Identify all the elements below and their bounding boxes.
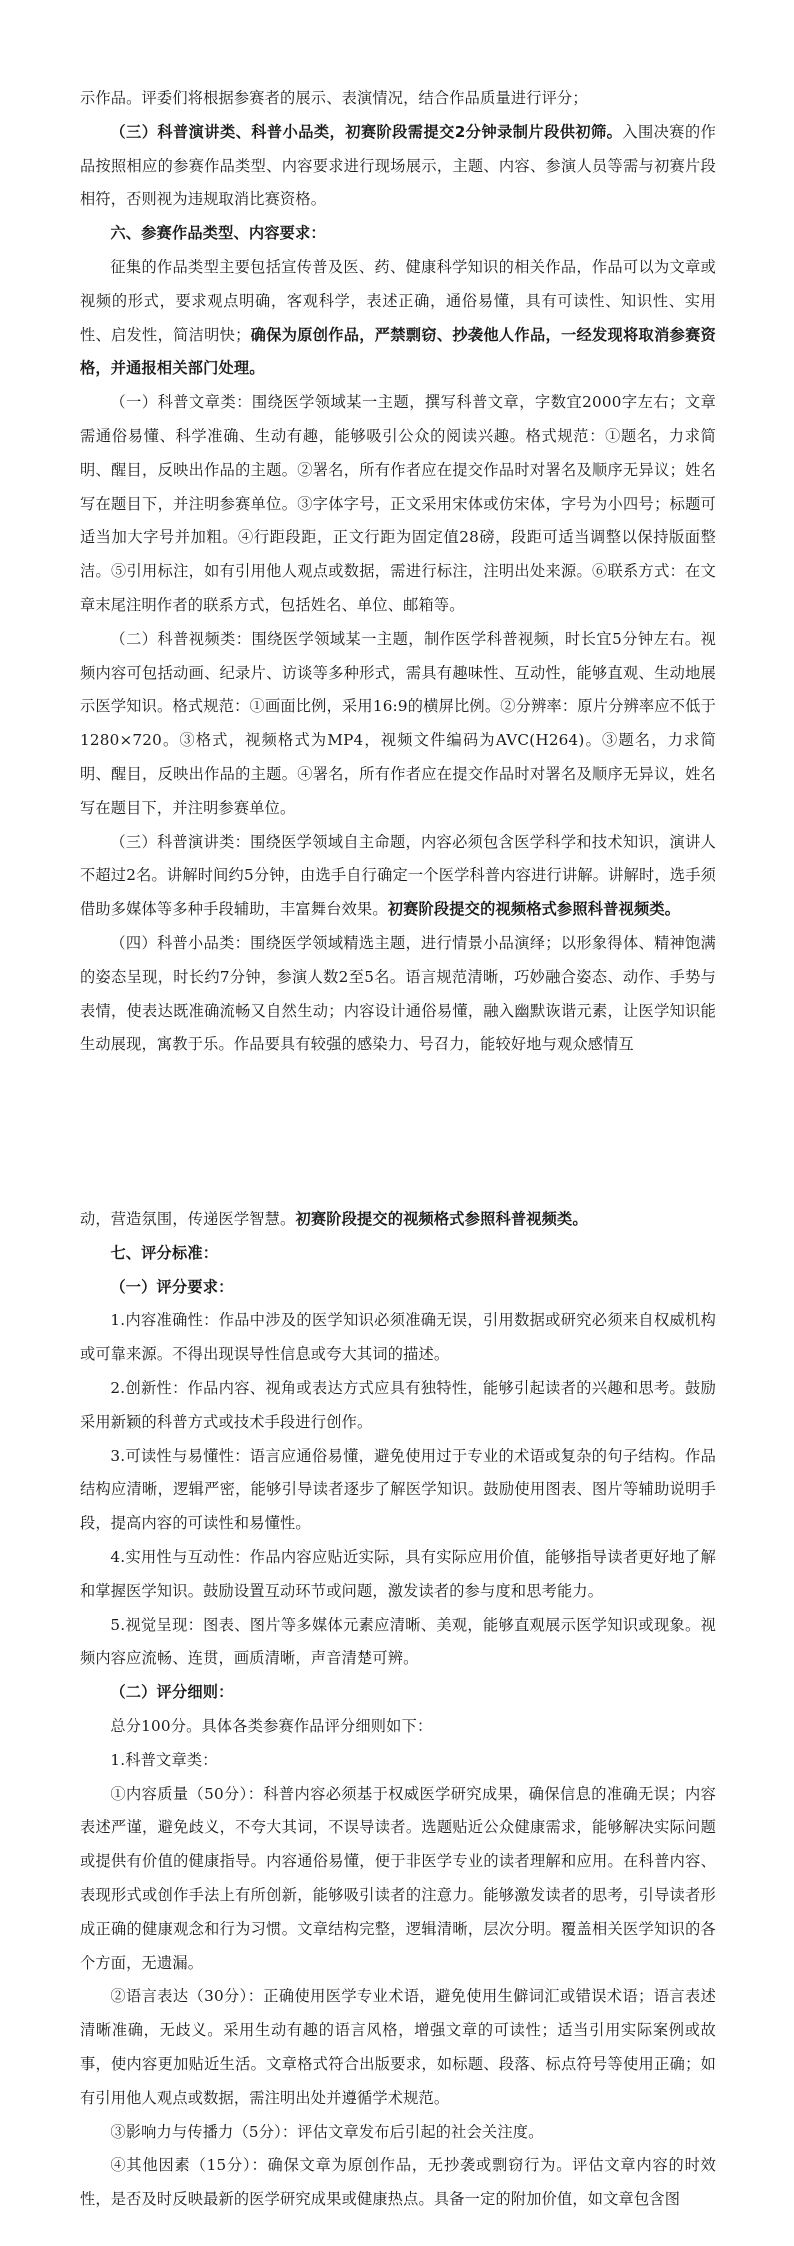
paragraph: （二）科普视频类：围绕医学领域某一主题，制作医学科普视频，时长宜5分钟左右。视频内容可包括动画、纪录片、访谈等多种形式，需具有趣味性、互动性，能够直观、生动地展示医学知识。格式规范：①画面比例，采用16:9的横屏比例。②分辨率：原片分辨率应不低于1280×720。③格式，视频格式为MP4，视频文件编码为AVC(H264)。③题名，力求简明、醒目，反映出作品的主题。④署名，所有作者应在提交作品时对署名及顺序无异议，姓名写在题目下，并注明参赛单位。 [80, 629, 716, 817]
paragraph: 3.可读性与易懂性：语言应通俗易懂，避免使用过于专业的术语或复杂的句子结构。作品结构应清晰，逻辑严密，能够引导读者逐步了解医学知识。鼓励使用图表、图片等辅助说明手段，提高内容的可读性和易懂性。 [80, 1446, 716, 1533]
section-heading-7: 七、评分标准： [110, 1243, 219, 1262]
subsection-heading-1: （一）评分要求： [110, 1277, 234, 1296]
paragraph: ①内容质量（50分）：科普内容必须基于权威医学研究成果，确保信息的准确无误；内容表述严谨，避免歧义，不夸大其词，不误导读者。选题贴近公众健康需求，能够解决实际问题或提供有价值的健康指导。内容通俗易懂，便于非医学专业的读者理解和应用。在科普内容、表现形式或创作手法上有所创新，能够吸引读者的注意力。能够激发读者的思考，引导读者形成正确的健康观念和行为习惯。文章结构完整，逻辑清晰，层次分明。覆盖相关医学知识的各个方面，无遗漏。 [80, 1784, 716, 1972]
bold-text: 确保为原创作品，严禁剽窃、抄袭他人作品，一经发现将取消参赛资格，并通报相关部门处理。 [80, 325, 717, 378]
text: （三）科普演讲类：围绕医学领域自主命题，内容必须包含医学科学和技术知识，演讲人不超过2名。讲解时间约5分钟，由选手自行确定一个医学科普内容进行讲解。讲解时，选手须借助多媒体等多种手段辅助，丰富舞台效果。 [80, 832, 716, 919]
paragraph: ④其他因素（15分）：确保文章为原创作品，无抄袭或剽窃行为。评估文章内容的时效性，是否及时反映最新的医学研究成果或健康热点。具备一定的附加价值，如文章包含图 [80, 2156, 716, 2209]
paragraph: 1.科普文章类： [110, 1750, 218, 1769]
paragraph: （四）科普小品类：围绕医学领域精选主题，进行情景小品演绎；以形象得体、精神饱满的姿态呈现，时长约7分钟，参演人数2至5名。语言规范清晰，巧妙融合姿态、动作、手势与表情，使表达既准确流畅又自然生动；内容设计通俗易懂，融入幽默诙谐元素，让医学知识能生动展现，寓教于乐。作品要具有较强的感染力、号召力，能较好地与观众感情互 [80, 933, 716, 1054]
section-heading-6: 六、参赛作品类型、内容要求： [110, 224, 326, 243]
bold-text: 初赛阶段提交的视频格式参照科普视频类。 [295, 1210, 588, 1228]
paragraph: （一）科普文章类：围绕医学领域某一主题，撰写科普文章，字数宜2000字左右；文章需通俗易懂、科学准确、生动有趣，能够吸引公众的阅读兴趣。格式规范：①题名，力求简明、醒目，反映出作品的主题。②署名，所有作者应在提交作品时对署名及顺序无异议；姓名写在题目下，并注明参赛单位。③字体字号，正文采用宋体或仿宋体，字号为小四号；标题可适当加大字号并加粗。④行距段距，正文行距为固定值28磅，段距可适当调整以保持版面整洁。⑤引用标注，如有引用他人观点或数据，需进行标注，注明出处来源。⑥联系方式：在文章末尾注明作者的联系方式，包括姓名、单位、邮箱等。 [80, 393, 716, 614]
document-page-1-content [80, 82, 716, 1062]
paragraph: 5.视觉呈现：图表、图片等多媒体元素应清晰、美观，能够直观展示医学知识或现象。视频内容应流畅、连贯，画质清晰，声音清楚可辨。 [80, 1615, 716, 1668]
paragraph: ③影响力与传播力（5分）：评估文章发布后引起的社会关注度。 [110, 2122, 544, 2141]
text: 入围决赛的作品按照相应的参赛作品类型、内容要求进行现场展示，主题、内容、参演人员等需与初赛片段相符，否则视为违规取消比赛资格。 [80, 122, 716, 209]
document-page-2-content [80, 1203, 716, 2217]
bold-text: 初赛阶段提交的视频格式参照科普视频类。 [387, 900, 681, 919]
text: 动，营造氛围，传递医学智慧。 [80, 1210, 296, 1228]
paragraph [80, 116, 716, 217]
bold-text: （三）科普演讲类、科普小品类，初赛阶段需提交2分钟录制片段供初筛。 [110, 122, 623, 141]
subsection-heading-2: （二）评分细则： [110, 1683, 234, 1702]
paragraph [80, 1203, 716, 1237]
paragraph [80, 251, 716, 386]
paragraph: 总分100分。具体各类参赛作品评分细则如下： [110, 1716, 433, 1735]
paragraph: ②语言表达（30分）：正确使用医学专业术语，避免使用生僻词汇或错误术语；语言表述清晰准确，无歧义。采用生动有趣的语言风格，增强文章的可读性；适当引用实际案例或故事，使内容更加贴近生活。文章格式符合出版要求，如标题、段落、标点符号等使用正确；如有引用他人观点或数据，需注明出处并遵循学术规范。 [80, 1987, 716, 2107]
paragraph: 1.内容准确性：作品中涉及的医学知识必须准确无误，引用数据或研究必须来自权威机构或可靠来源。不得出现误导性信息或夸大其词的描述。 [80, 1311, 716, 1364]
paragraph: 2.创新性：作品内容、视角或表达方式应具有独特性，能够引起读者的兴趣和思考。鼓励采用新颖的科普方式或技术手段进行创作。 [80, 1378, 716, 1431]
paragraph: 4.实用性与互动性：作品内容应贴近实际，具有实际应用价值，能够指导读者更好地了解和掌握医学知识。鼓励设置互动环节或问题，激发读者的参与度和思考能力。 [80, 1547, 716, 1600]
text: 征集的作品类型主要包括宣传普及医、药、健康科学知识的相关作品，作品可以为文章或视频的形式，要求观点明确，客观科学，表述正确，通俗易懂，具有可读性、知识性、实用性、启发性，简洁明快； [80, 257, 716, 344]
paragraph [80, 826, 716, 927]
paragraph: 示作品。评委们将根据参赛者的展示、表演情况，结合作品质量进行评分； [80, 89, 588, 107]
